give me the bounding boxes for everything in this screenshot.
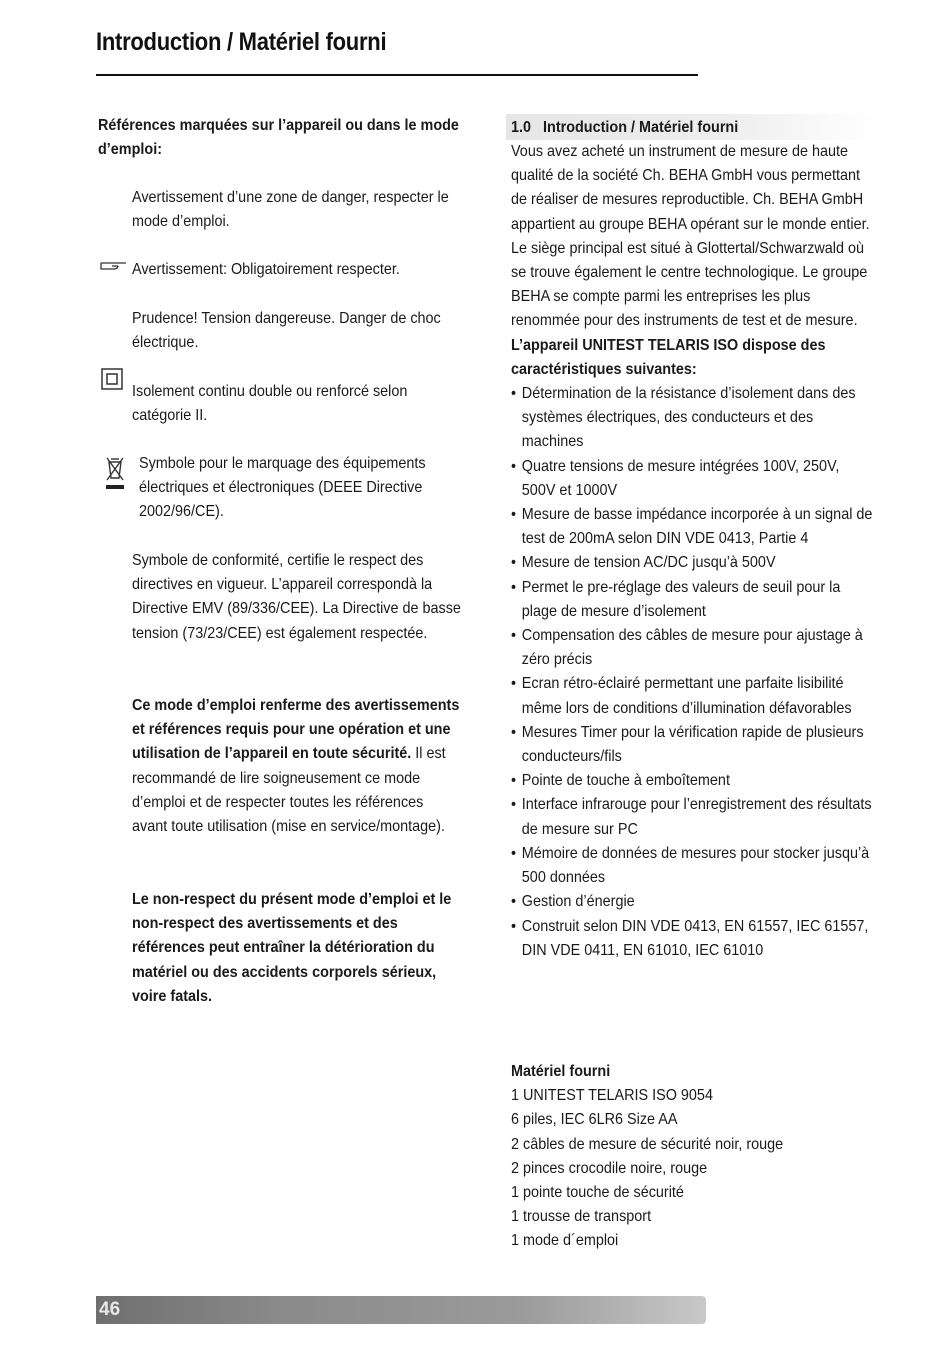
- danger-notice: [132, 888, 462, 1009]
- safety-notice-bold: Ce mode d’emploi renferme des avertissements et références requis pour une opération et une utilisation de l’appareil en toute sécurité.: [132, 697, 460, 763]
- list-item: • Interface infrarouge pour l’enregistrement des résultats de mesure sur PC: [511, 793, 873, 841]
- references-heading: [98, 114, 466, 162]
- intro-paragraph: Vous avez acheté un instrument de mesure de haute qualité de la société Ch. BEHA GmbH vous permettant de réaliser de mesures reproductible. Ch. BEHA GmbH appartient au groupe BEHA opérant sur le monde entier. Le siège principal est situé à Glottertal/Schwarzwald où se trouve également le centre technologique. Le groupe BEHA se compte parmi les entreprises les plus renommée pour des instruments de test et de mesure.: [511, 143, 870, 330]
- page-title: Introduction / Matériel fourni: [96, 28, 387, 56]
- supplied-item: 1 trousse de transport: [511, 1208, 652, 1226]
- pointing-hand-icon: [100, 258, 128, 277]
- list-item: • Détermination de la résistance d’isolement dans des systèmes électriques, des conducteurs et des machines: [511, 382, 873, 455]
- reference-weee: [139, 452, 463, 525]
- title-divider: [96, 74, 698, 76]
- list-item: • Construit selon DIN VDE 0413, EN 61557, IEC 61557, DIN VDE 0411, EN 61010, IEC 61010: [511, 915, 873, 963]
- reference-text: Symbole de conformité, certifie le respect des directives en vigueur. L’appareil correspondà la Directive EMV (89/336/CEE). La Directive de basse tension (73/23/CEE) est également respectée.: [132, 552, 461, 642]
- list-item: • Gestion d’énergie: [511, 890, 873, 914]
- reference-text: Prudence! Tension dangereuse. Danger de choc électrique.: [132, 310, 441, 352]
- page-number: 46: [99, 1299, 121, 1320]
- section-title: [511, 116, 763, 140]
- introduction-body: [511, 140, 873, 963]
- reference-text: Avertissement: Obligatoirement respecter.: [132, 261, 400, 278]
- safety-notice-text: Il est recommandé de lire soigneusement ce mode d’emploi et de respecter toutes les références avant toute utilisation (mise en service/montage).: [132, 745, 446, 836]
- list-item: • Mesure de basse impédance incorporée à un signal de test de 200mA selon DIN VDE 0413, Partie 4: [511, 503, 873, 551]
- danger-notice-text: Le non-respect du présent mode d’emploi et le non-respect des avertissements et des références peut entraîner la détérioration du matériel ou des accidents corporels sérieux, voire fatals.: [132, 891, 452, 1005]
- list-item: • Mesures Timer pour la vérification rapide de plusieurs conducteurs/fils: [511, 721, 873, 769]
- reference-text: Avertissement d’une zone de danger, respecter le mode d’emploi.: [132, 189, 449, 231]
- safety-notice: [132, 694, 462, 839]
- supplied-material: [511, 1060, 873, 1254]
- supplied-item: 6 piles, IEC 6LR6 Size AA: [511, 1111, 678, 1129]
- supplied-item: 1 mode d´emploi: [511, 1232, 619, 1250]
- list-item: • Compensation des câbles de mesure pour ajustage à zéro précis: [511, 624, 873, 672]
- supplied-heading: Matériel fourni: [511, 1063, 611, 1080]
- footer-bar: [96, 1296, 706, 1324]
- supplied-item: 1 pointe touche de sécurité: [511, 1184, 684, 1202]
- features-list: [511, 382, 873, 963]
- supplied-item: 2 pinces crocodile noire, rouge: [511, 1159, 708, 1177]
- supplied-item: 1 UNITEST TELARIS ISO 9054: [511, 1087, 713, 1105]
- reference-text: Symbole pour le marquage des équipements électriques et électroniques (DEEE Directive 2002/96/CE).: [139, 455, 426, 521]
- crossed-bin-icon: [105, 456, 125, 495]
- section-title-text: 1.0 Introduction / Matériel fourni: [511, 119, 739, 136]
- supplied-item: 2 câbles de mesure de sécurité noir, rouge: [511, 1135, 784, 1153]
- reference-mandatory: [132, 258, 462, 282]
- double-insulation-icon: [101, 368, 123, 395]
- list-item: • Pointe de touche à emboîtement: [511, 769, 873, 793]
- references-heading-text: Références marquées sur l’appareil ou dans le mode d’emploi:: [98, 117, 459, 159]
- list-item: • Mémoire de données de mesures pour stocker jusqu’à 500 données: [511, 842, 873, 890]
- reference-conformity: [132, 549, 462, 646]
- reference-text: Isolement continu double ou renforcé selon catégorie II.: [132, 383, 408, 425]
- list-item: • Ecran rétro-éclairé permettant une parfaite lisibilité même lors de conditions d’illumination défavorables: [511, 672, 873, 720]
- reference-voltage: [132, 307, 462, 355]
- list-item: • Quatre tensions de mesure intégrées 100V, 250V, 500V et 1000V: [511, 455, 873, 503]
- reference-warning: [132, 186, 462, 234]
- features-heading: L’appareil UNITEST TELARIS ISO dispose des caractéristiques suivantes:: [511, 336, 826, 378]
- list-item: • Mesure de tension AC/DC jusqu’à 500V: [511, 551, 873, 575]
- list-item: • Permet le pre-réglage des valeurs de seuil pour la plage de mesure d’isolement: [511, 576, 873, 624]
- reference-insulation: [132, 380, 462, 428]
